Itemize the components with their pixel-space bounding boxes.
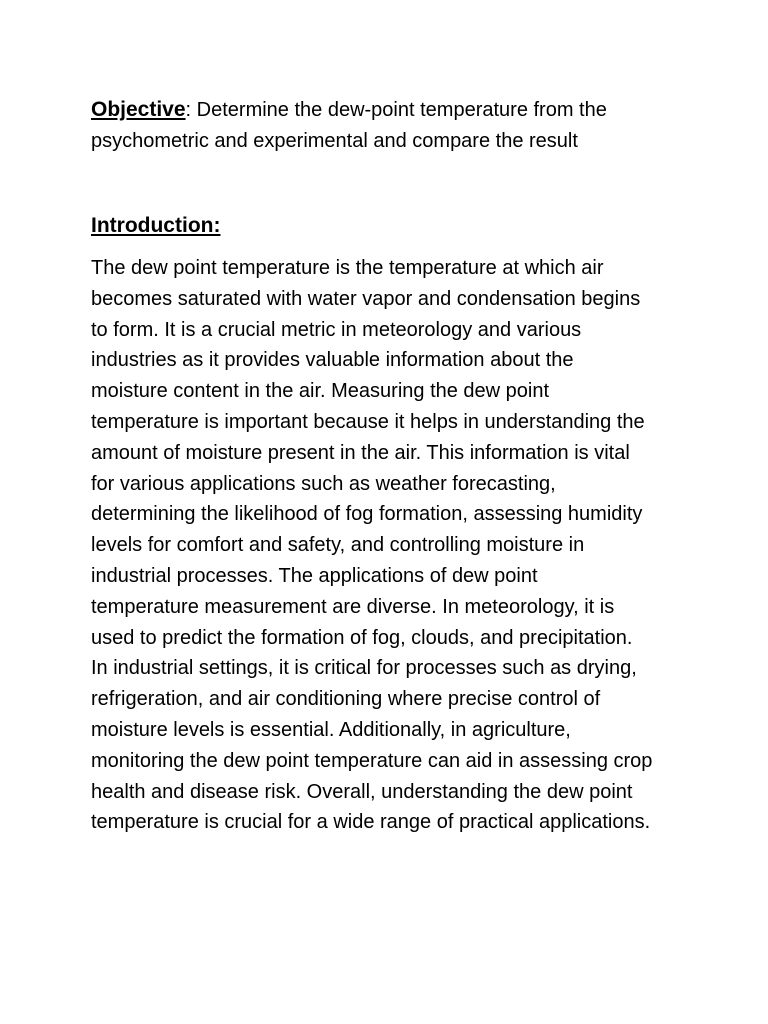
objective-label: Objective — [91, 98, 186, 121]
introduction-line: moisture levels is essential. Additionally, in agriculture, — [91, 718, 571, 741]
introduction-line: amount of moisture present in the air. This information is vital — [91, 441, 630, 464]
introduction-line: for various applications such as weather forecasting, — [91, 472, 556, 495]
objective-text-line-1: : Determine the dew-point temperature from the — [185, 99, 607, 121]
objective-text-line-2: psychometric and experimental and compare the result — [91, 130, 578, 152]
introduction-line: becomes saturated with water vapor and condensation begins — [91, 287, 641, 310]
introduction-line: determining the likelihood of fog formation, assessing humidity — [91, 503, 643, 526]
introduction-line: temperature measurement are diverse. In meteorology, it is — [91, 595, 615, 618]
introduction-line: In industrial settings, it is critical for processes such as drying, — [91, 657, 637, 680]
objective-paragraph — [91, 94, 691, 157]
introduction-line: levels for comfort and safety, and controlling moisture in — [91, 534, 585, 557]
introduction-line: monitoring the dew point temperature can aid in assessing crop — [91, 749, 653, 772]
introduction-line: to form. It is a crucial metric in meteorology and various — [91, 318, 582, 341]
introduction-line: The dew point temperature is the temperature at which air — [91, 257, 604, 279]
introduction-line: used to predict the formation of fog, clouds, and precipitation. — [91, 626, 633, 649]
introduction-line: refrigeration, and air conditioning where precise control of — [91, 688, 601, 711]
introduction-line: moisture content in the air. Measuring the dew point — [91, 380, 550, 403]
introduction-line: health and disease risk. Overall, understanding the dew point — [91, 780, 633, 803]
introduction-heading: Introduction: — [91, 214, 221, 237]
introduction-line: industrial processes. The applications of dew point — [91, 564, 538, 587]
introduction-paragraph — [91, 253, 652, 838]
introduction-line: industries as it provides valuable information about the — [91, 349, 574, 372]
document-page — [91, 94, 691, 834]
introduction-line: temperature is important because it helps in understanding the — [91, 410, 645, 433]
introduction-line: temperature is crucial for a wide range of practical applications. — [91, 811, 651, 834]
